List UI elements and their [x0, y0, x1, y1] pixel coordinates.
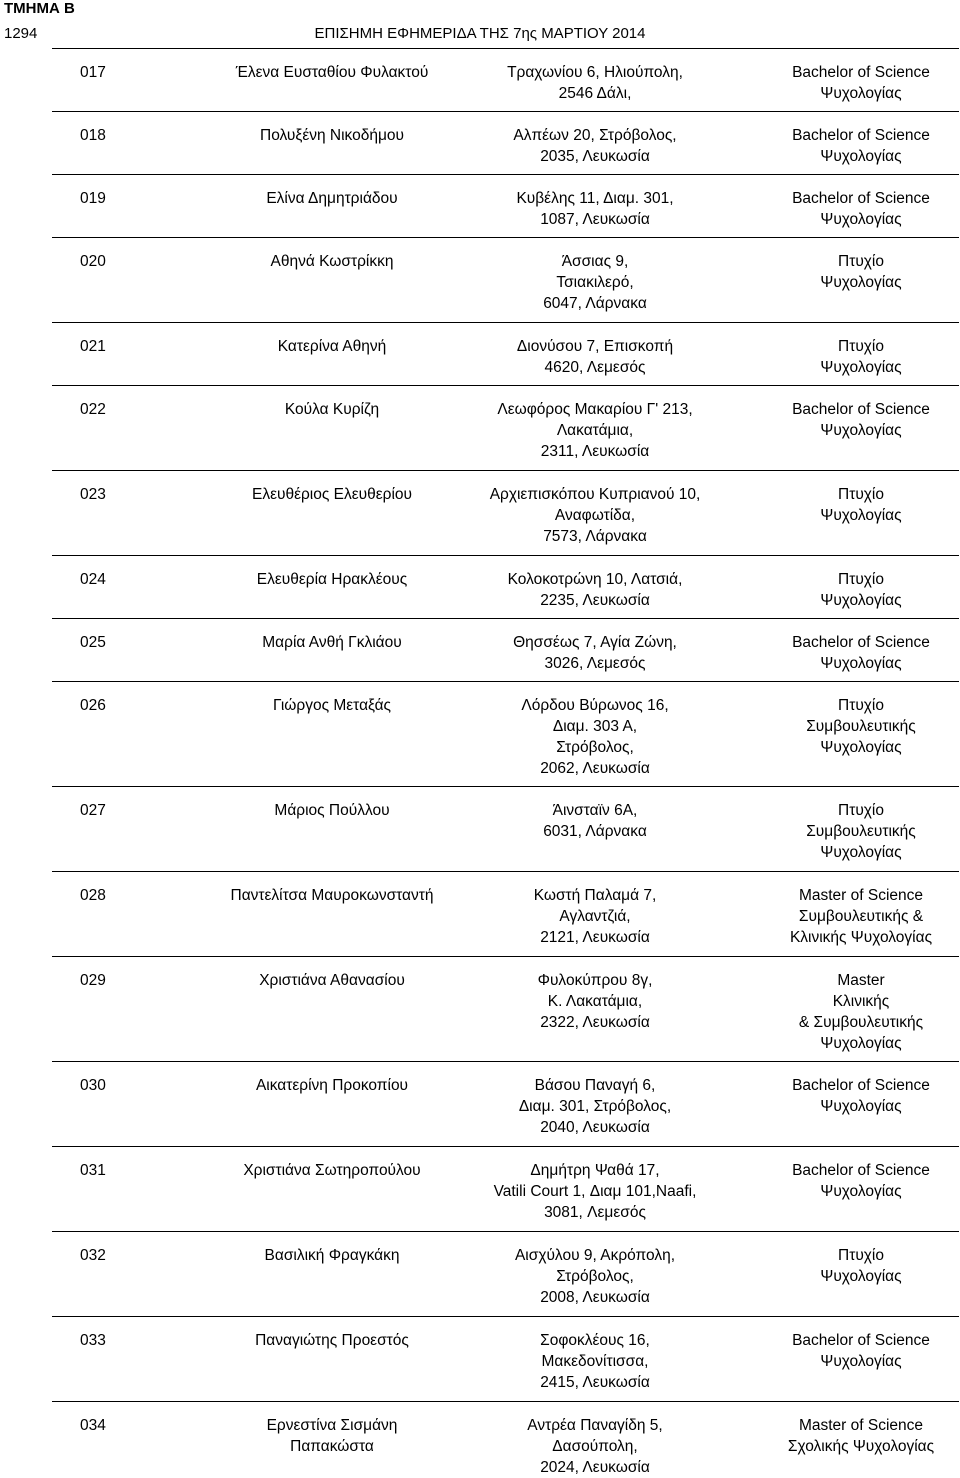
table-row [52, 1232, 959, 1317]
degree: Πτυχίο Ψυχολογίας [820, 1247, 902, 1285]
degree: Πτυχίο Συμβουλευτικής Ψυχολογίας [806, 802, 916, 861]
page-header [0, 20, 960, 42]
registration-number: 021 [80, 338, 106, 355]
registration-number: 020 [80, 253, 106, 270]
person-name: Ελίνα Δημητριάδου [266, 190, 398, 207]
person-name: Γιώργος Μεταξάς [272, 697, 392, 714]
address: Φυλοκύπρου 8γ, Κ. Λακατάμια, 2322, Λευκωσία [537, 972, 653, 1031]
registration-number: 019 [80, 190, 106, 207]
address: Αισχύλου 9, Ακρόπολη, Στρόβολος, 2008, Λευκωσία [514, 1247, 676, 1306]
address: Άινσταϊν 6Α, 6031, Λάρνακα [543, 802, 647, 840]
person-name: Μάριος Πούλλου [274, 802, 390, 819]
address: Διονύσου 7, Επισκοπή 4620, Λεμεσός [516, 338, 674, 376]
address: Δημήτρη Ψαθά 17, Vatili Court 1, Διαμ 101,Naafi, 3081, Λεμεσός [493, 1162, 697, 1221]
table-row [52, 787, 959, 872]
registration-number: 028 [80, 887, 106, 904]
registration-number: 026 [80, 697, 106, 714]
address: Αντρέα Παναγίδη 5, Δασούπολη, 2024, Λευκωσία [527, 1417, 663, 1476]
person-name: Χριστιάνα Αθανασίου [259, 972, 405, 989]
degree: Bachelor of Science Ψυχολογίας [792, 1332, 930, 1370]
degree: Πτυχίο Συμβουλευτικής Ψυχολογίας [806, 697, 916, 756]
degree: Bachelor of Science Ψυχολογίας [792, 634, 930, 672]
address: Κολοκοτρώνη 10, Λατσιά, 2235, Λευκωσία [507, 571, 683, 609]
registration-number: 017 [80, 64, 106, 81]
person-name: Ελευθερία Ηρακλέους [256, 571, 408, 588]
address: Αλπέων 20, Στρόβολος, 2035, Λευκωσία [513, 127, 677, 165]
degree: Bachelor of Science Ψυχολογίας [792, 190, 930, 228]
person-name: Παναγιώτης Προεστός [255, 1332, 409, 1349]
table-row [52, 112, 959, 175]
degree: Πτυχίο Ψυχολογίας [820, 571, 902, 609]
table-row [52, 238, 959, 323]
person-name: Κούλα Κυρίζη [284, 401, 380, 418]
person-name: Έλενα Ευσταθίου Φυλακτού [235, 64, 429, 81]
person-name: Κατερίνα Αθηνή [277, 338, 387, 355]
gazette-title: ΕΠΙΣΗΜΗ ΕΦΗΜΕΡΙΔΑ ΤΗΣ 7ης ΜΑΡΤΙΟΥ 2014 [314, 25, 646, 42]
address: Κυβέλης 11, Διαμ. 301, 1087, Λευκωσία [516, 190, 674, 228]
degree: Master of Science Συμβουλευτικής & Κλινικής Ψυχολογίας [789, 887, 933, 946]
table-row [52, 1062, 959, 1147]
table-row [52, 1402, 959, 1477]
registration-number: 022 [80, 401, 106, 418]
table-row [52, 386, 959, 471]
registration-number: 027 [80, 802, 106, 819]
degree: Bachelor of Science Ψυχολογίας [792, 1077, 930, 1115]
registration-number: 018 [80, 127, 106, 144]
degree: Bachelor of Science Ψυχολογίας [792, 127, 930, 165]
address: Άσσιας 9, Τσιακιλερό, 6047, Λάρνακα [543, 253, 647, 312]
degree: Πτυχίο Ψυχολογίας [820, 338, 902, 376]
address: Αρχιεπισκόπου Κυπριανού 10, Αναφωτίδα, 7573, Λάρνακα [489, 486, 701, 545]
address: Θησσέως 7, Αγία Ζώνη, 3026, Λεμεσός [513, 634, 677, 672]
registration-number: 023 [80, 486, 106, 503]
person-name: Ερνεστίνα Σισμάνη Παπακώστα [266, 1417, 398, 1455]
degree: Bachelor of Science Ψυχολογίας [792, 1162, 930, 1200]
person-name: Αθηνά Κωστρίκκη [270, 253, 394, 270]
registration-number: 024 [80, 571, 106, 588]
person-name: Μαρία Ανθή Γκλιάου [262, 634, 402, 651]
table-row [52, 1317, 959, 1402]
address: Κωστή Παλαμά 7, Αγλαντζιά, 2121, Λευκωσία [533, 887, 657, 946]
table-row [52, 556, 959, 619]
address: Σοφοκλέους 16, Μακεδονίτισσα, 2415, Λευκωσία [540, 1332, 650, 1391]
section-label: ΤΜΗΜΑ Β [4, 0, 75, 17]
person-name: Αικατερίνη Προκοπίου [255, 1077, 409, 1094]
degree: Master of Science Σχολικής Ψυχολογίας [787, 1417, 935, 1455]
person-name: Παντελίτσα Μαυροκωνσταντή [230, 887, 434, 904]
address: Λεωφόρος Μακαρίου Γ' 213, Λακατάμια, 2311, Λευκωσία [497, 401, 693, 460]
table-row [52, 957, 959, 1062]
person-name: Ελευθέριος Ελευθερίου [251, 486, 413, 503]
table-row [52, 872, 959, 957]
person-name: Πολυξένη Νικοδήμου [260, 127, 404, 144]
table-row [52, 619, 959, 682]
table-row [52, 682, 959, 787]
degree: Πτυχίο Ψυχολογίας [820, 486, 902, 524]
registration-number: 029 [80, 972, 106, 989]
registry-table [52, 48, 959, 1477]
person-name: Βασιλική Φραγκάκη [264, 1247, 400, 1264]
registration-number: 025 [80, 634, 106, 651]
table-row [52, 323, 959, 386]
table-row [52, 471, 959, 556]
degree: Bachelor of Science Ψυχολογίας [792, 401, 930, 439]
registration-number: 034 [80, 1417, 106, 1434]
person-name: Χριστιάνα Σωτηροπούλου [243, 1162, 421, 1179]
address: Βάσου Παναγή 6, Διαμ. 301, Στρόβολος, 2040, Λευκωσία [518, 1077, 672, 1136]
table-row [52, 49, 959, 112]
registration-number: 033 [80, 1332, 106, 1349]
degree: Master Κλινικής & Συμβουλευτικής Ψυχολογίας [798, 972, 924, 1052]
degree: Πτυχίο Ψυχολογίας [820, 253, 902, 291]
table-row [52, 175, 959, 238]
table-row [52, 1147, 959, 1232]
address: Τραχωνίου 6, Ηλιούπολη, 2546 Δάλι, [507, 64, 683, 102]
registration-number: 030 [80, 1077, 106, 1094]
registration-number: 031 [80, 1162, 106, 1179]
degree: Bachelor of Science Ψυχολογίας [792, 64, 930, 102]
page-number: 1294 [4, 25, 38, 42]
registration-number: 032 [80, 1247, 106, 1264]
address: Λόρδου Βύρωνος 16, Διαμ. 303 Α, Στρόβολος, 2062, Λευκωσία [521, 697, 669, 777]
